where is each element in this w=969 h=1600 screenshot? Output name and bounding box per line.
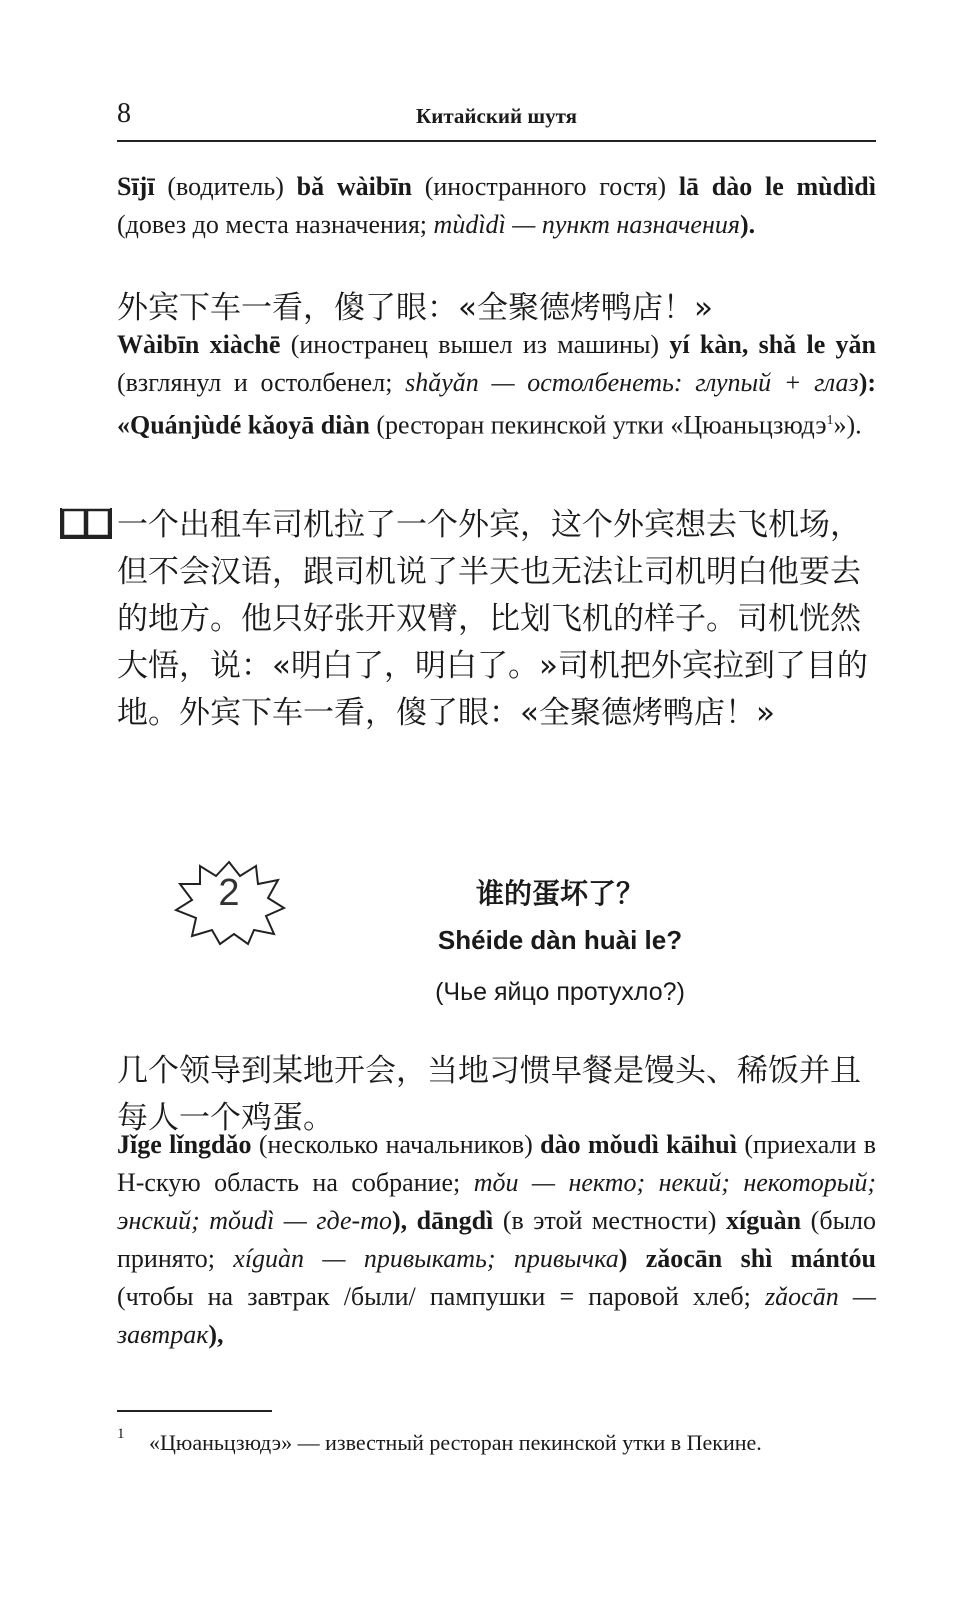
story-number: 2 (218, 872, 240, 914)
paragraph-gloss-3: Jǐge lǐngdǎo (несколько начальников) dào mǒudì kāihuì (приехали в Н-скую область на собрание; mǒu — некто; некий; некоторый; энский; mǒudì — где-то), dāngdì (в этой местности) xíguàn (было принято; xíguàn — привыкать; привычка) zǎocān shì mántóu (чтобы на завтрак /были/ пампушки = паровой хлеб; zǎocān — завтрак), (117, 1130, 877, 1349)
footnote-mark: 1 (117, 1426, 125, 1442)
page-header (117, 98, 876, 142)
page-number: 8 (117, 98, 131, 129)
open-book-icon (60, 506, 112, 540)
footnote-text: «Цюаньцзюдэ» — известный ресторан пекинской утки в Пекине. (149, 1430, 762, 1455)
story-title-chinese: 谁的蛋坏了？ (475, 877, 644, 910)
story-title-pinyin: Shéide dàn huài le? (437, 925, 683, 955)
footnote-divider (117, 1410, 272, 1412)
chinese-line-2: 几个领导到某地开会，当地习惯早餐是馒头、稀饭并且每人一个鸡蛋。 (117, 1053, 861, 1136)
running-title: Китайский шутя (416, 104, 577, 128)
story-title-russian: (Чье яйцо протухло?) (435, 978, 685, 1006)
paragraph-gloss-2: Wàibīn xiàchē (иностранец вышел из машины) yí kàn, shǎ le yǎn (взглянул и остолбенел; shǎyǎn — остолбенеть: глупый + глаз): «Quánjùdé kǎoyā diàn (ресторан пекинской утки «Цюаньцзюдэ$^1$»). (117, 330, 877, 440)
chinese-line-1: 外宾下车一看，傻了眼：«全聚德烤鸭店！» (117, 290, 713, 326)
story-1-text: 一个出租车司机拉了一个外宾，这个外宾想去飞机场，但不会汉语，跟司机说了半天也无法让司机明白他要去的地方。他只好张开双臂，比划飞机的样子。司机恍然大悟，说：«明白了，明白了。»司机把外宾拉到了目的地。外宾下车一看，傻了眼：«全聚德烤鸭店！» (117, 507, 868, 731)
paragraph-gloss-1: Sījī (водитель) bǎ wàibīn (иностранного гостя) lā dào le mùdìdì (довез до места назначения; mùdìdì — пункт назначения). (117, 172, 876, 239)
